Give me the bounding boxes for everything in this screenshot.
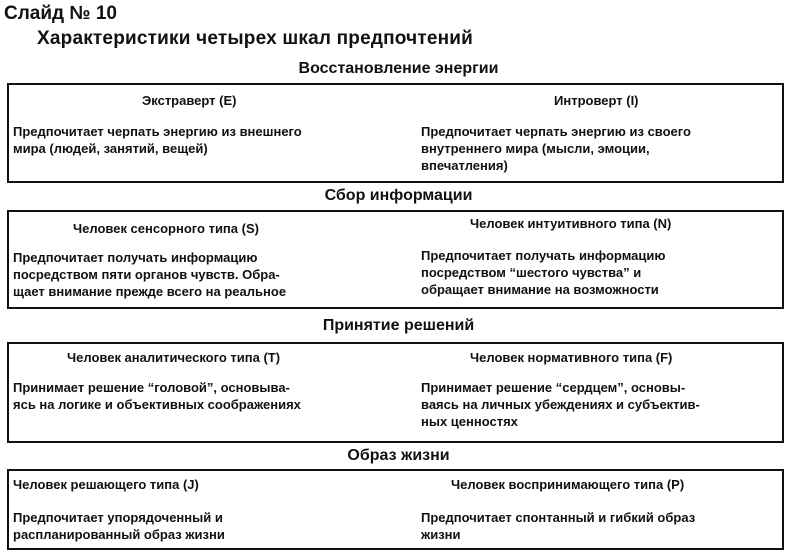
text-line: Предпочитает черпать энергию из внешнего [13, 124, 302, 139]
section-box-energy [7, 83, 784, 183]
text-line: Предпочитает упорядоченный и [13, 510, 223, 525]
text-line: впечатления) [421, 158, 508, 173]
extravert-title: Экстраверт (E) [142, 93, 237, 108]
judging-title: Человек решающего типа (J) [13, 477, 199, 492]
section-heading-decisions: Принятие решений [322, 317, 475, 334]
section-heading-energy: Восстановление энергии [298, 60, 499, 77]
introvert-title: Интроверт (I) [554, 93, 639, 108]
text-line: обращает внимание на возможности [421, 282, 659, 297]
text-line: Предпочитает черпать энергию из своего [421, 124, 691, 139]
section-box-information [7, 210, 784, 309]
feeling-title: Человек нормативного типа (F) [470, 350, 673, 365]
text-line: жизни [421, 527, 461, 542]
thinking-title: Человек аналитического типа (T) [67, 350, 281, 365]
section-heading-lifestyle: Образ жизни [347, 447, 450, 464]
introvert-description [421, 123, 691, 174]
text-line: посредством “шестого чувства” и [421, 265, 642, 280]
text-line: Предпочитает спонтанный и гибкий образ [421, 510, 696, 525]
text-line: Предпочитает получать информацию [13, 250, 258, 265]
thinking-description [13, 379, 301, 413]
section-heading-information: Сбор информации [324, 187, 473, 204]
text-line: щает внимание прежде всего на реальное [13, 284, 287, 299]
perceiving-description [421, 509, 695, 543]
feeling-description [421, 379, 700, 430]
intuitive-title: Человек интуитивного типа (N) [470, 216, 672, 231]
extravert-description [13, 123, 302, 157]
text-line: мира (людей, занятий, вещей) [13, 141, 208, 156]
text-line: ных ценностях [421, 414, 518, 429]
section-box-lifestyle [7, 469, 784, 550]
sensing-title: Человек сенсорного типа (S) [73, 221, 259, 236]
text-line: Принимает решение “головой”, основыва- [13, 380, 290, 395]
intuitive-description [421, 247, 665, 298]
text-line: внутреннего мира (мысли, эмоции, [421, 141, 650, 156]
text-line: посредством пяти органов чувств. Обра- [13, 267, 280, 282]
slide-title: Характеристики четырех шкал предпочтений [37, 28, 474, 49]
judging-description [13, 509, 225, 543]
perceiving-title: Человек воспринимающего типа (P) [451, 477, 685, 492]
text-line: ясь на логике и объективных соображениях [13, 397, 301, 412]
text-line: Принимает решение “сердцем”, основы- [421, 380, 686, 395]
sensing-description [13, 249, 286, 300]
section-box-decisions [7, 342, 784, 443]
text-line: ваясь на личных убеждениях и субъектив- [421, 397, 700, 412]
text-line: распланированный образ жизни [13, 527, 225, 542]
slide-number: Слайд № 10 [4, 3, 117, 24]
text-line: Предпочитает получать информацию [421, 248, 666, 263]
